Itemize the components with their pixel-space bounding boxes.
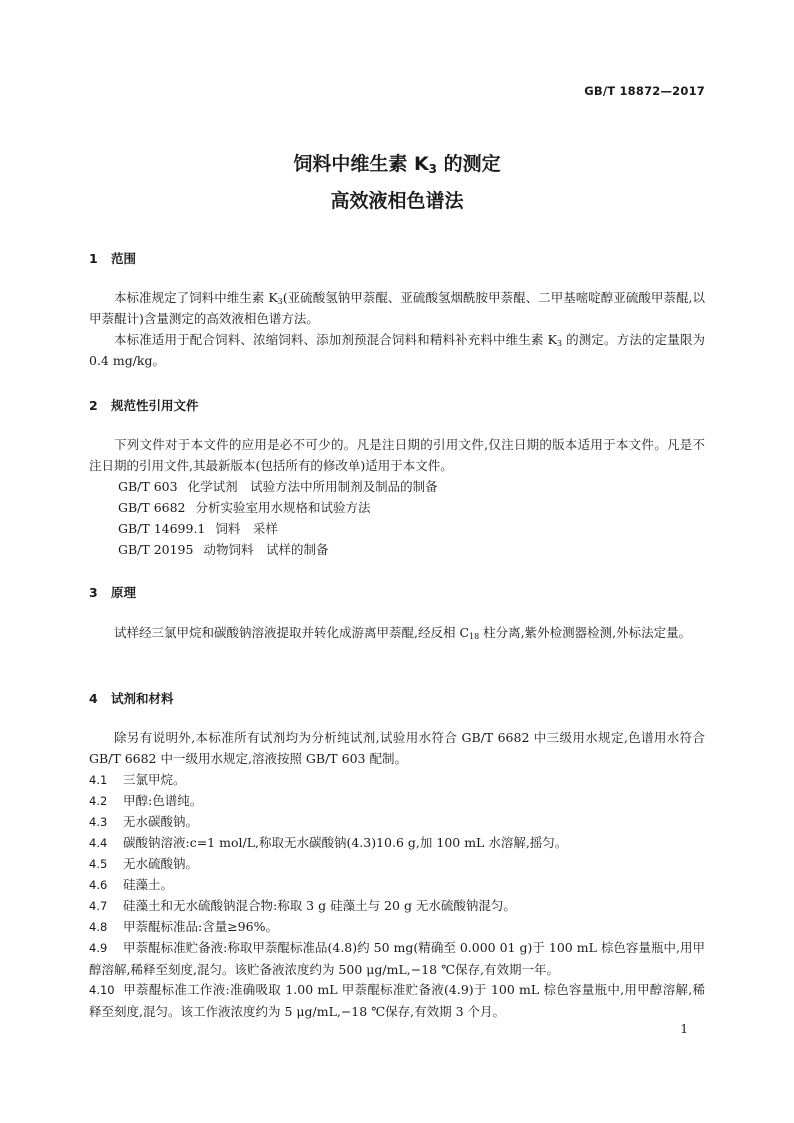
title-line-1: 饲料中维生素 $K_3$ 的测定 xyxy=(293,153,501,176)
reagent-item: 4.3 无水碳酸钠。 xyxy=(89,814,199,829)
reference-item: GB/T 20195 动物饲料 试样的制备 xyxy=(118,542,329,557)
reagent-item: 4.9 甲萘醌标准贮备液:称取甲萘醌标准品(4.8)约 50 mg(精确至 0.000 01 g)于 100 mL 棕色容量瓶中,用甲醇溶解,稀释至刻度,混匀。该贮备液浓度约为 500 μg/mL,−18 ℃保存,有效期一年。 xyxy=(89,940,705,977)
document-title xyxy=(0,148,794,217)
section-heading-reagents: 4 试剂和材料 xyxy=(89,691,174,706)
section-heading-scope: 1 范围 xyxy=(89,251,137,266)
reagent-item: 4.8 甲萘醌标准品:含量≥96%。 xyxy=(89,919,278,934)
reagent-item: 4.1 三氯甲烷。 xyxy=(89,772,186,787)
reference-item: GB/T 14699.1 饲料 采样 xyxy=(118,521,278,536)
reagent-item: 4.6 硅藻土。 xyxy=(89,877,174,892)
reagent-item: 4.10 甲萘醌标准工作液:准确吸取 1.00 mL 甲萘醌标准贮备液(4.9)于 100 mL 棕色容量瓶中,用甲醇溶解,稀释至刻度,混匀。该工作液浓度约为 5 μg/mL,−18 ℃保存,有效期 3 个月。 xyxy=(89,982,705,1019)
page-number: 1 xyxy=(680,1022,688,1036)
reagent-item: 4.2 甲醇:色谱纯。 xyxy=(89,793,203,808)
standard-code: GB/T 18872—2017 xyxy=(584,84,705,98)
title-line-2: 高效液相色谱法 xyxy=(330,190,464,212)
section-heading-principle: 3 原理 xyxy=(89,585,137,600)
reagent-item: 4.4 碳酸钠溶液:c=1 mol/L,称取无水碳酸钠(4.3)10.6 g,加 100 mL 水溶解,摇匀。 xyxy=(89,835,568,850)
paragraph: 本标准规定了饲料中维生素 $K_3$(亚硫酸氢钠甲萘醌、亚硫酸氢烟酰胺甲萘醌、二甲基嘧啶醇亚硫酸甲萘醌,以甲萘醌计)含量测定的高效液相色谱方法。 xyxy=(89,290,705,326)
paragraph: 本标准适用于配合饲料、浓缩饲料、添加剂预混合饲料和精料补充料中维生素 $K_3$ 的测定。方法的定量限为 0.4 mg/kg。 xyxy=(89,332,705,368)
section-heading-normative-references: 2 规范性引用文件 xyxy=(89,398,199,413)
reagent-item: 4.7 硅藻土和无水硫酸钠混合物:称取 3 g 硅藻土与 20 g 无水硫酸钠混匀。 xyxy=(89,898,516,913)
reference-item: GB/T 6682 分析实验室用水规格和试验方法 xyxy=(118,500,371,515)
reagent-item: 4.5 无水硫酸钠。 xyxy=(89,856,199,871)
paragraph: 下列文件对于本文件的应用是必不可少的。凡是注日期的引用文件,仅注日期的版本适用于本文件。凡是不注日期的引用文件,其最新版本(包括所有的修改单)适用于本文件。 xyxy=(89,437,705,473)
reference-item: GB/T 603 化学试剂 试验方法中所用制剂及制品的制备 xyxy=(118,479,438,494)
paragraph: 除另有说明外,本标准所有试剂均为分析纯试剂,试验用水符合 GB/T 6682 中三级用水规定,色谱用水符合 GB/T 6682 中一级用水规定,溶液按照 GB/T 603 配制。 xyxy=(89,730,705,766)
paragraph: 试样经三氯甲烷和碳酸钠溶液提取并转化成游离甲萘醌,经反相 $C_{18}$ 柱分离,紫外检测器检测,外标法定量。 xyxy=(114,625,692,641)
